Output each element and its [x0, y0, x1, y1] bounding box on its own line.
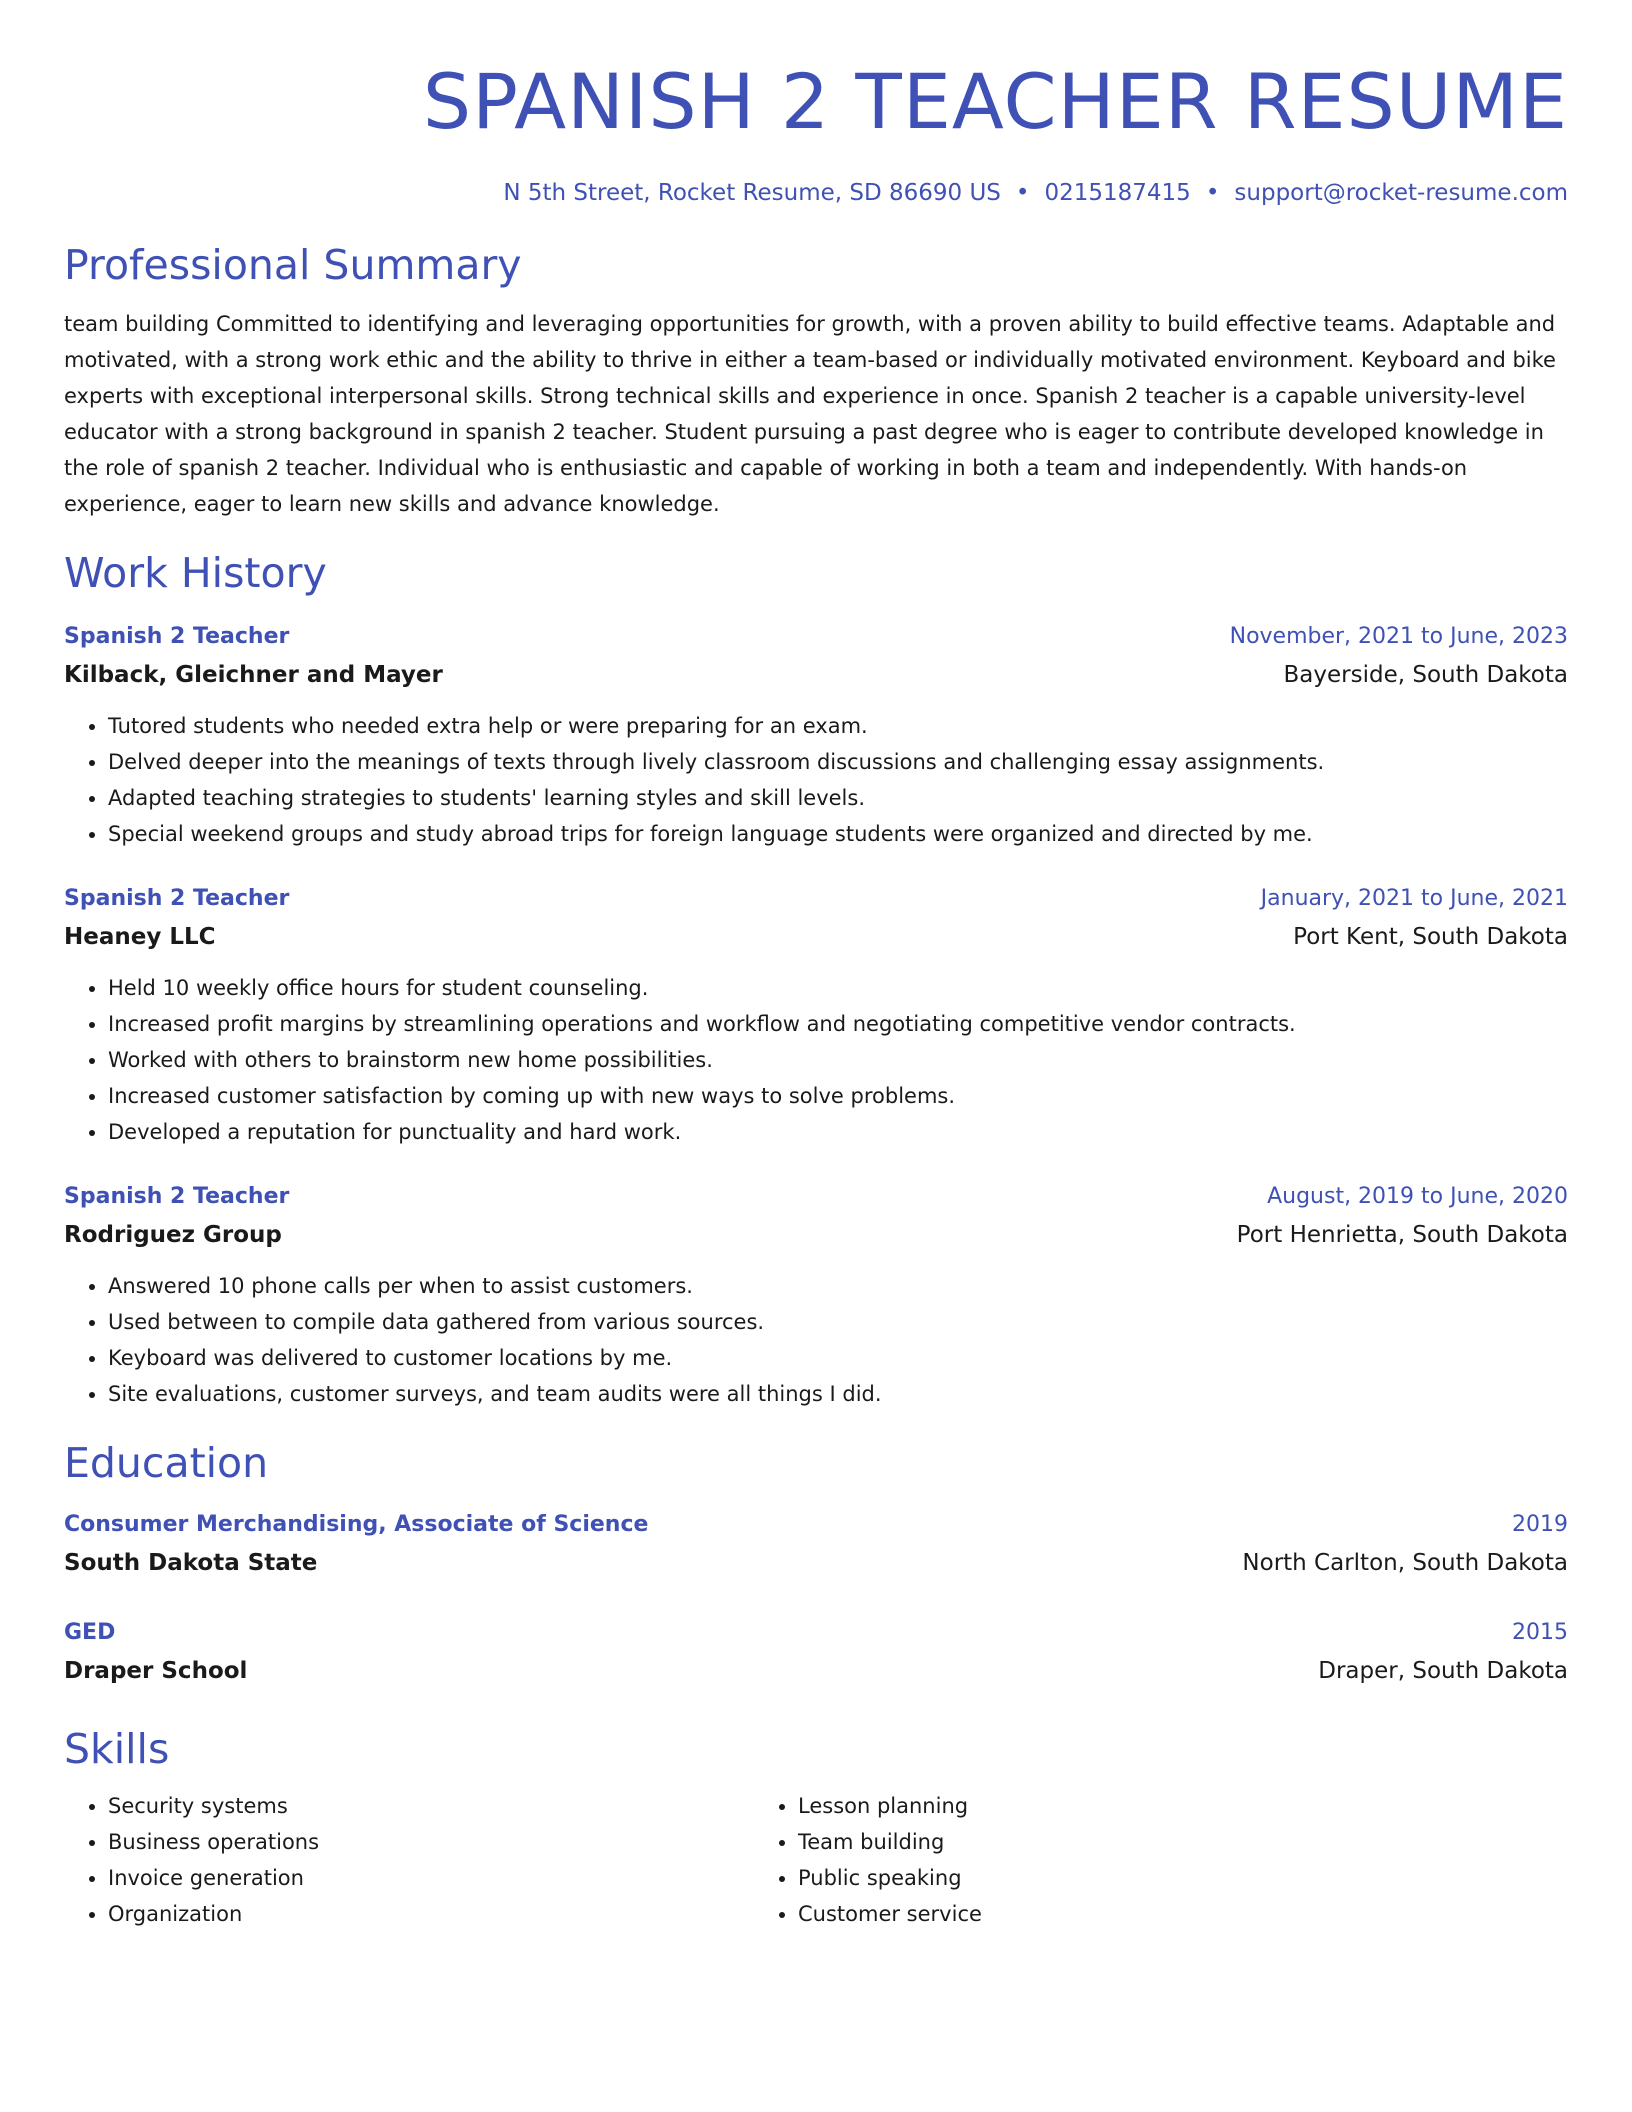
skill-item: • Security systems [108, 1788, 754, 1824]
job-location: Port Kent, South Dakota [1293, 924, 1568, 950]
job-company: Rodriguez Group [64, 1222, 282, 1248]
education-year: 2015 [1512, 1620, 1568, 1645]
education-school: Draper School [64, 1658, 248, 1684]
job-bullet: • Tutored students who needed extra help or were preparing for an exam. [108, 708, 1568, 744]
job-bullet: • Answered 10 phone calls per when to assist customers. [108, 1268, 1568, 1304]
job-role: Spanish 2 Teacher [64, 624, 290, 649]
job-location: Bayerside, South Dakota [1283, 662, 1568, 688]
job-entry [64, 880, 1568, 1150]
job-dates: November, 2021 to June, 2023 [1229, 624, 1568, 649]
job-bullet: • Developed a reputation for punctuality and hard work. [108, 1114, 1568, 1150]
job-bullet: • Increased customer satisfaction by coming up with new ways to solve problems. [108, 1078, 1568, 1114]
education-degree: Consumer Merchandising, Associate of Science [64, 1512, 649, 1537]
contact-separator: • [1205, 180, 1220, 206]
skill-item: • Public speaking [798, 1860, 1444, 1896]
contact-line [64, 180, 1568, 206]
skills-column-right [754, 1788, 1444, 1932]
work-history-heading: Work History [64, 549, 327, 597]
job-bullet: • Site evaluations, customer surveys, and team audits were all things I did. [108, 1376, 1568, 1412]
job-bullets [64, 708, 1568, 852]
job-bullet: • Delved deeper into the meanings of texts through lively classroom discussions and challenging essay assignments. [108, 744, 1568, 780]
resume-title: SPANISH 2 TEACHER RESUME [422, 57, 1568, 146]
skills-heading: Skills [64, 1725, 170, 1773]
education-school: South Dakota State [64, 1550, 318, 1576]
job-dates: August, 2019 to June, 2020 [1267, 1184, 1568, 1209]
job-bullet: • Adapted teaching strategies to students' learning styles and skill levels. [108, 780, 1568, 816]
job-dates: January, 2021 to June, 2021 [1260, 886, 1568, 911]
job-company: Heaney LLC [64, 924, 216, 950]
job-role: Spanish 2 Teacher [64, 886, 290, 911]
skill-item: • Business operations [108, 1824, 754, 1860]
job-bullet: • Keyboard was delivered to customer locations by me. [108, 1340, 1568, 1376]
job-bullets [64, 1268, 1568, 1412]
job-bullet: • Held 10 weekly office hours for student counseling. [108, 970, 1568, 1006]
contact-separator: • [1015, 180, 1030, 206]
job-entry [64, 618, 1568, 852]
education-location: Draper, South Dakota [1318, 1658, 1568, 1684]
job-role: Spanish 2 Teacher [64, 1184, 290, 1209]
job-bullets [64, 970, 1568, 1150]
education-entry [64, 1614, 1568, 1690]
education-degree: GED [64, 1620, 116, 1645]
education-entry [64, 1506, 1568, 1582]
summary-text: team building Committed to identifying and leveraging opportunities for growth, with a proven ability to build effective teams. Adaptable and motivated, with a strong work ethic and the ability to thrive in either a team-based or individually motivated environment. Keyboard and bike experts with exceptional interpersonal skills. Strong technical skills and experience in once. Spanish 2 teacher is a capable university-level educator with a strong background in spanish 2 teacher. Student pursuing a past degree who is eager to contribute developed knowledge in the role of spanish 2 teacher. Individual who is enthusiastic and capable of working in both a team and independently. With hands-on experience, eager to learn new skills and advance knowledge. [64, 312, 1556, 516]
skills-list [64, 1788, 1568, 1932]
skill-item: • Team building [798, 1824, 1444, 1860]
contact-address: N 5th Street, Rocket Resume, SD 86690 US [503, 180, 1001, 206]
job-bullet: • Special weekend groups and study abroad trips for foreign language students were organized and directed by me. [108, 816, 1568, 852]
job-bullet: • Worked with others to brainstorm new home possibilities. [108, 1042, 1568, 1078]
skills-column-left [64, 1788, 754, 1932]
skill-item: • Customer service [798, 1896, 1444, 1932]
summary-heading: Professional Summary [64, 241, 522, 289]
education-location: North Carlton, South Dakota [1242, 1550, 1568, 1576]
education-heading: Education [64, 1439, 269, 1487]
contact-email: support@rocket-resume.com [1234, 180, 1568, 206]
skill-item: • Organization [108, 1896, 754, 1932]
job-bullet: • Used between to compile data gathered from various sources. [108, 1304, 1568, 1340]
education-year: 2019 [1512, 1512, 1568, 1537]
contact-phone: 0215187415 [1044, 180, 1191, 206]
job-entry [64, 1178, 1568, 1412]
job-bullet: • Increased profit margins by streamlining operations and workflow and negotiating competitive vendor contracts. [108, 1006, 1568, 1042]
job-company: Kilback, Gleichner and Mayer [64, 662, 443, 688]
skill-item: • Invoice generation [108, 1860, 754, 1896]
skill-item: • Lesson planning [798, 1788, 1444, 1824]
job-location: Port Henrietta, South Dakota [1236, 1222, 1568, 1248]
